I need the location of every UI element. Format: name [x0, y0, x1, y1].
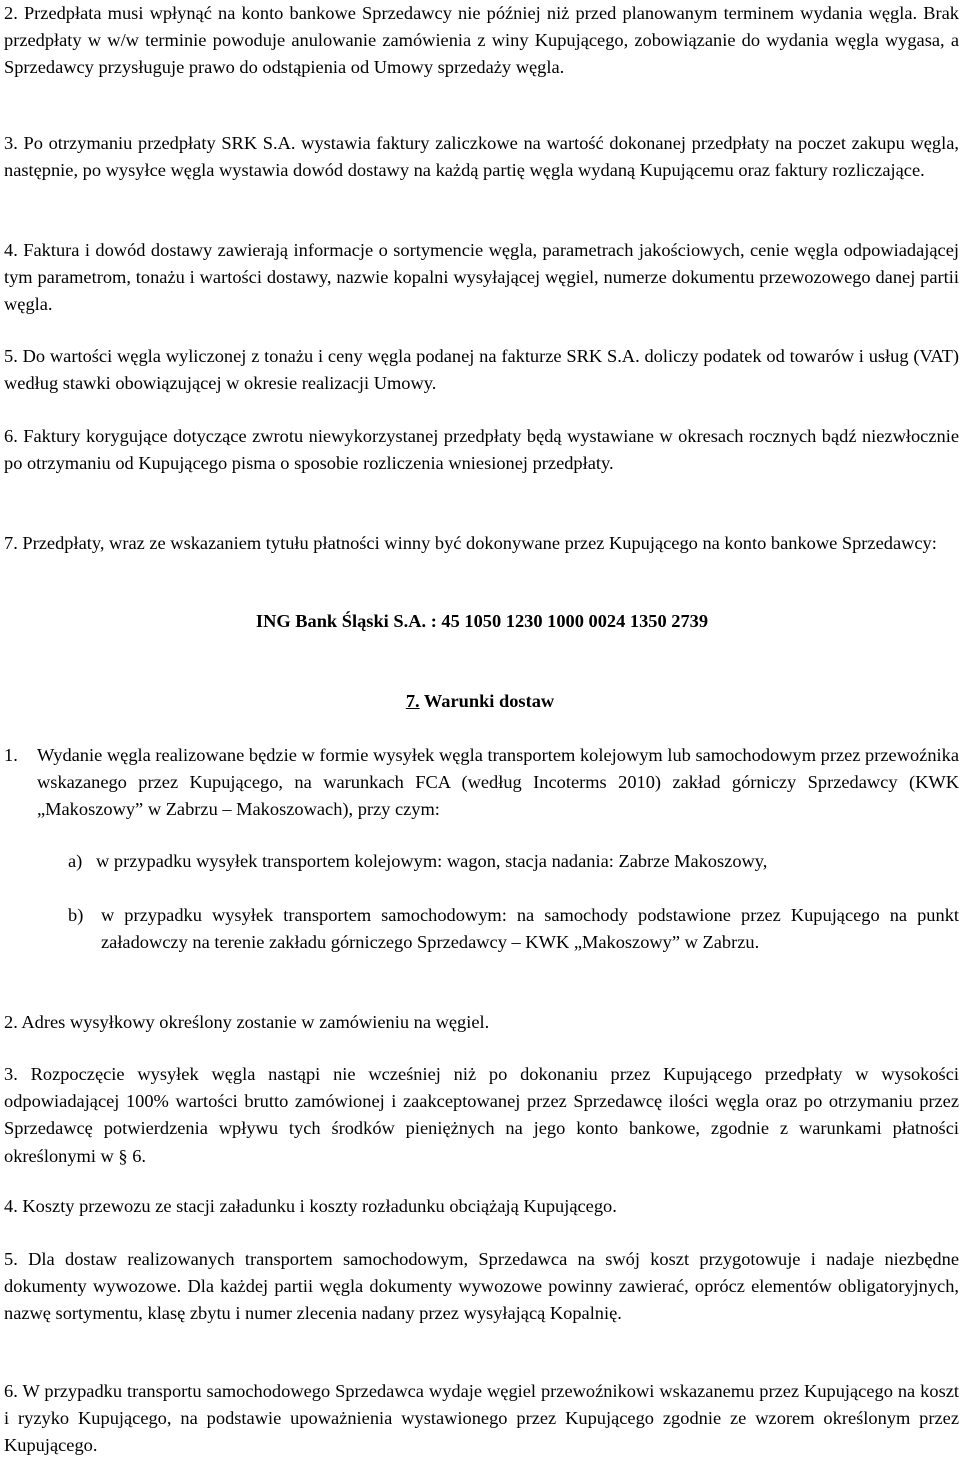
delivery-item-2	[4, 1009, 959, 1036]
paragraph-text: Do wartości węgla wyliczonej z tonażu i ceny węgla podanej na fakturze SRK S.A. doliczy podatek od towarów i usług (VAT) według stawki obowiązującej w okresie realizacji Umowy.	[4, 346, 959, 394]
item-text: Koszty przewozu ze stacji załadunku i koszty rozładunku obciążają Kupującego.	[22, 1196, 617, 1216]
paragraph-number: 6.	[4, 426, 18, 446]
paragraph-number: 2.	[4, 3, 18, 23]
heading-title: Warunki dostaw	[423, 691, 555, 711]
paragraph-number: 5.	[4, 346, 18, 366]
item-number: 1.	[4, 745, 18, 765]
heading-number: 7.	[405, 691, 420, 711]
item-number: 4.	[4, 1196, 18, 1216]
item-number: 6.	[4, 1381, 18, 1401]
section-heading	[200, 688, 760, 715]
paragraph-2	[4, 0, 959, 82]
paragraph-text: Po otrzymaniu przedpłaty SRK S.A. wystawia faktury zaliczkowe na wartość dokonanej przedpłaty na poczet zakupu węgla, następnie, po wysyłce węgla wystawia dowód dostawy na każdą partię węgla wydaną Kupującemu oraz faktury rozliczające.	[4, 133, 959, 181]
item-number: 5.	[4, 1249, 18, 1269]
paragraph-text: Faktura i dowód dostawy zawierają informacje o sortymencie węgla, parametrach jakościowych, cenie węgla odpowiadającej tym parametrom, tonażu i wartości dostawy, nazwie kopalni wysyłającej węgiel, numerze dokumentu przewozowego danej partii węgla.	[4, 240, 959, 315]
subitem-text: w przypadku wysyłek transportem kolejowym: wagon, stacja nadania: Zabrze Makoszowy,	[96, 851, 768, 871]
item-text: Rozpoczęcie wysyłek węgla nastąpi nie wcześniej niż po dokonaniu przez Kupującego przedpłaty w wysokości odpowiadającej 100% wartości brutto zamówionej i zaakceptowanej przez Sprzedawcę ilości węgla oraz po otrzymaniu przez Sprzedawcę potwierdzenia wpływu tych środków pieniężnych na jego konto bankowe, zgodnie z warunkami płatności określonymi w § 6.	[4, 1064, 959, 1166]
delivery-item-5	[4, 1246, 959, 1328]
item-text: W przypadku transportu samochodowego Sprzedawca wydaje węgiel przewoźnikowi wskazanemu przez Kupującego na koszt i ryzyko Kupującego, na podstawie upoważnienia wystawionego przez Kupującego zgodnie ze wzorem określonym przez Kupującego.	[4, 1381, 960, 1456]
paragraph-5	[4, 343, 959, 397]
paragraph-4	[4, 237, 959, 319]
item-text: Adres wysyłkowy określony zostanie w zamówieniu na węgiel.	[21, 1012, 490, 1032]
subitem-text: w przypadku wysyłek transportem samochodowym: na samochody podstawione przez Kupującego na punkt załadowczy na terenie zakładu górniczego Sprzedawcy – KWK „Makoszowy” w Zabrzu.	[101, 905, 959, 953]
bank-account-line: ING Bank Śląski S.A. : 45 1050 1230 1000 0024 1350 2739	[255, 611, 709, 631]
delivery-item-6	[4, 1378, 959, 1460]
paragraph-number: 7.	[4, 533, 18, 553]
paragraph-text: Przedpłaty, wraz ze wskazaniem tytułu płatności winny być dokonywane przez Kupującego na konto bankowe Sprzedawcy:	[22, 533, 937, 553]
delivery-subitem-b	[68, 902, 959, 956]
delivery-item-3	[4, 1061, 959, 1170]
paragraph-6	[4, 423, 959, 477]
item-text: Wydanie węgla realizowane będzie w formie wysyłek węgla transportem kolejowym lub samochodowym przez przewoźnika wskazanego przez Kupującego, na warunkach FCA (według Incoterms 2010) zakład górniczy Sprzedawcy (KWK „Makoszowy” w Zabrzu – Makoszowach), przy czym:	[37, 745, 959, 820]
subitem-label: a)	[68, 851, 83, 871]
delivery-item-1	[4, 742, 959, 824]
paragraph-number: 3.	[4, 133, 18, 153]
paragraph-number: 4.	[4, 240, 18, 260]
subitem-label: b)	[68, 905, 84, 925]
delivery-item-4	[4, 1193, 959, 1220]
paragraph-text: Przedpłata musi wpłynąć na konto bankowe Sprzedawcy nie później niż przed planowanym terminem wydania węgla. Brak przedpłaty w w/w terminie powoduje anulowanie zamówienia z winy Kupującego, zobowiązanie do wydania węgla wygasa, a Sprzedawcy przysługuje prawo do odstąpienia od Umowy sprzedaży węgla.	[4, 3, 959, 78]
paragraph-3	[4, 130, 959, 184]
delivery-subitem-a	[68, 848, 959, 875]
paragraph-7	[4, 530, 959, 557]
paragraph-text: Faktury korygujące dotyczące zwrotu niewykorzystanej przedpłaty będą wystawiane w okresach rocznych bądź niezwłocznie po otrzymaniu od Kupującego pisma o sposobie rozliczenia wniesionej przedpłaty.	[4, 426, 959, 474]
item-number: 3.	[4, 1064, 18, 1084]
item-text: Dla dostaw realizowanych transportem samochodowym, Sprzedawca na swój koszt przygotowuje i nadaje niezbędne dokumenty wywozowe. Dla każdej partii węgla dokumenty wywozowe powinny zawierać, oprócz elementów obligatoryjnych, nazwę sortymentu, klasę zbytu i numer zlecenia nadany przez wysyłającą Kopalnię.	[4, 1249, 959, 1324]
item-number: 2.	[4, 1012, 18, 1032]
